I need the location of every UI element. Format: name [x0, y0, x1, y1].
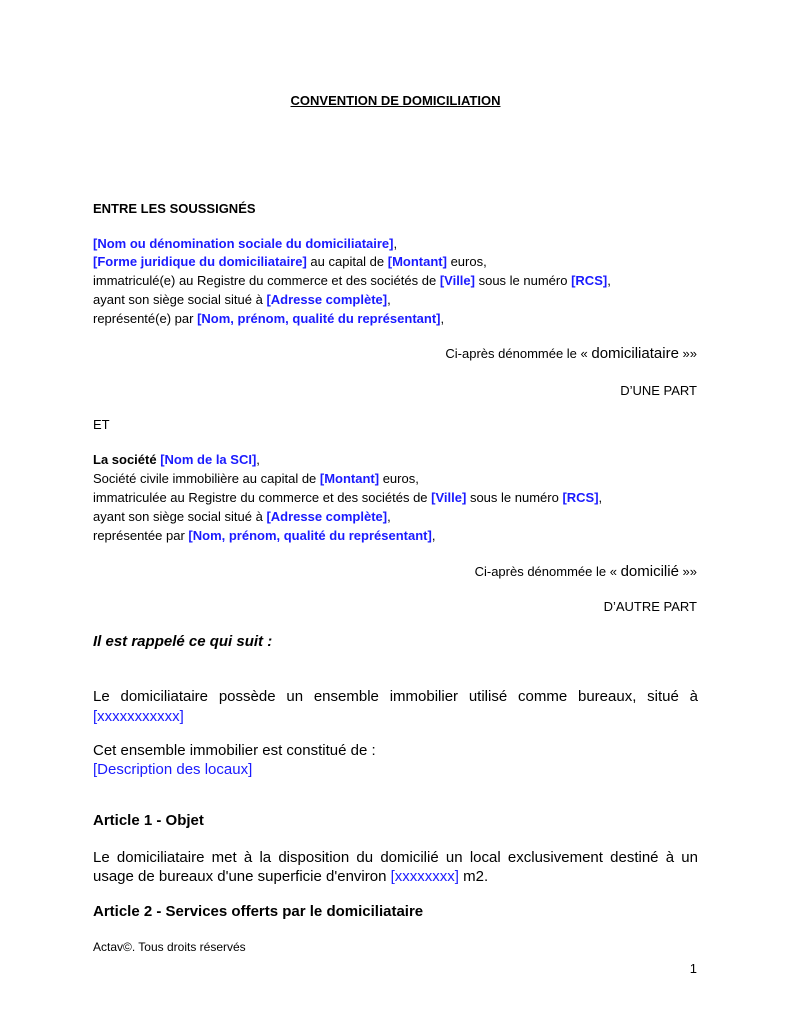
party1-city-placeholder: [Ville]	[439, 273, 475, 288]
recital-heading: Il est rappelé ce qui suit :	[93, 633, 273, 650]
article2-title: Article 2 - Services offerts par le domiciliataire	[93, 903, 424, 920]
party2-euros: euros,	[379, 471, 419, 486]
party1-number-text: sous le numéro	[474, 273, 572, 288]
party2-capital-line	[93, 470, 419, 488]
party2-hereafter-suffix: »»	[678, 564, 697, 579]
party2-rcs-placeholder: [RCS]	[562, 490, 599, 505]
article1-line2-text: usage de bureaux d'une superficie d'environ	[93, 868, 391, 885]
party2-registry-text: immatriculée au Registre du commerce et des sociétés de	[93, 490, 432, 505]
party2-city-placeholder: [Ville]	[431, 490, 467, 505]
party2-hereafter	[475, 563, 697, 581]
recital1-placeholder: [xxxxxxxxxxx]	[93, 708, 184, 725]
party2-amount-placeholder: [Montant]	[319, 471, 380, 486]
party2-rep-line: représentée par [Nom, prénom, qualité du représentant],	[93, 528, 436, 543]
party2-rep-placeholder: [Nom, prénom, qualité du représentant]	[188, 528, 432, 543]
footer-copyright: Actav©. Tous droits réservés	[93, 940, 246, 954]
party2-seat-line: ayant son siège social situé à [Adresse complète],	[93, 509, 391, 524]
page-number: 1	[689, 961, 697, 976]
recital1-line: Le domiciliataire possède un ensemble immobilier utilisé comme bureaux, situé à	[93, 688, 698, 705]
party1-rep-placeholder: [Nom, prénom, qualité du représentant]	[197, 311, 441, 326]
party2-capital-text: Société civile immobilière au capital de	[93, 471, 320, 486]
party1-part-label: D’UNE PART	[620, 383, 697, 398]
article1-line1: Le domiciliataire met à la disposition du domicilié un local exclusivement destiné à un	[93, 849, 698, 866]
party1-form-line	[93, 253, 487, 271]
and-label: ET	[93, 417, 110, 432]
party2-hereafter-name: domicilié	[620, 563, 679, 580]
party1-name-placeholder: [Nom ou dénomination sociale du domiciliataire]	[93, 236, 394, 251]
party2-hereafter-prefix: Ci-après dénommée le «	[474, 564, 621, 579]
party1-seat-text: ayant son siège social situé à	[93, 292, 267, 307]
party1-rep-line: représenté(e) par [Nom, prénom, qualité du représentant],	[93, 311, 445, 326]
recital2-text: Cet ensemble immobilier est constitué de :	[93, 742, 376, 759]
party1-address-placeholder: [Adresse complète]	[266, 292, 388, 307]
party1-seat-line: ayant son siège social situé à [Adresse complète],	[93, 292, 391, 307]
party1-hereafter	[445, 345, 697, 363]
article1-unit: m2.	[458, 868, 489, 885]
party1-hereafter-suffix: »»	[678, 346, 697, 361]
party2-seat-text: ayant son siège social situé à	[93, 509, 267, 524]
party1-rcs-placeholder: [RCS]	[571, 273, 608, 288]
party1-amount-placeholder: [Montant]	[387, 254, 447, 269]
party2-number-text: sous le numéro	[466, 490, 563, 505]
party2-part-label: D’AUTRE PART	[603, 599, 697, 614]
party1-form-placeholder: [Forme juridique du domiciliataire]	[93, 254, 307, 269]
parties-heading: ENTRE LES SOUSSIGNÉS	[93, 201, 256, 216]
party2-registry-line: immatriculée au Registre du commerce et des sociétés de [Ville] sous le numéro [RCS],	[93, 490, 603, 505]
article1-area-placeholder: [xxxxxxxx]	[390, 868, 459, 885]
party2-company-line: La société [Nom de la SCI],	[93, 452, 260, 467]
article1-title: Article 1 - Objet	[93, 812, 204, 829]
party2-rep-text: représentée par	[93, 528, 189, 543]
party1-hereafter-prefix: Ci-après dénommée le «	[445, 346, 592, 361]
party1-registry-line: immatriculé(e) au Registre du commerce et des sociétés de [Ville] sous le numéro [RCS],	[93, 273, 611, 288]
party2-company-placeholder: [Nom de la SCI]	[160, 452, 257, 467]
article1-line2	[93, 867, 488, 887]
document-title: CONVENTION DE DOMICILIATION	[290, 93, 501, 108]
party2-address-placeholder: [Adresse complète]	[266, 509, 388, 524]
party1-name-line: [Nom ou dénomination sociale du domiciliataire],	[93, 236, 398, 251]
party1-rep-text: représenté(e) par	[93, 311, 198, 326]
party2-company-label: La société	[93, 452, 161, 467]
party1-registry-text: immatriculé(e) au Registre du commerce et des sociétés de	[93, 273, 440, 288]
recital2-placeholder: [Description des locaux]	[93, 761, 253, 778]
party1-euros: euros,	[446, 254, 487, 269]
party1-hereafter-name: domiciliataire	[591, 345, 679, 362]
party1-capital-text: au capital de	[306, 254, 388, 269]
